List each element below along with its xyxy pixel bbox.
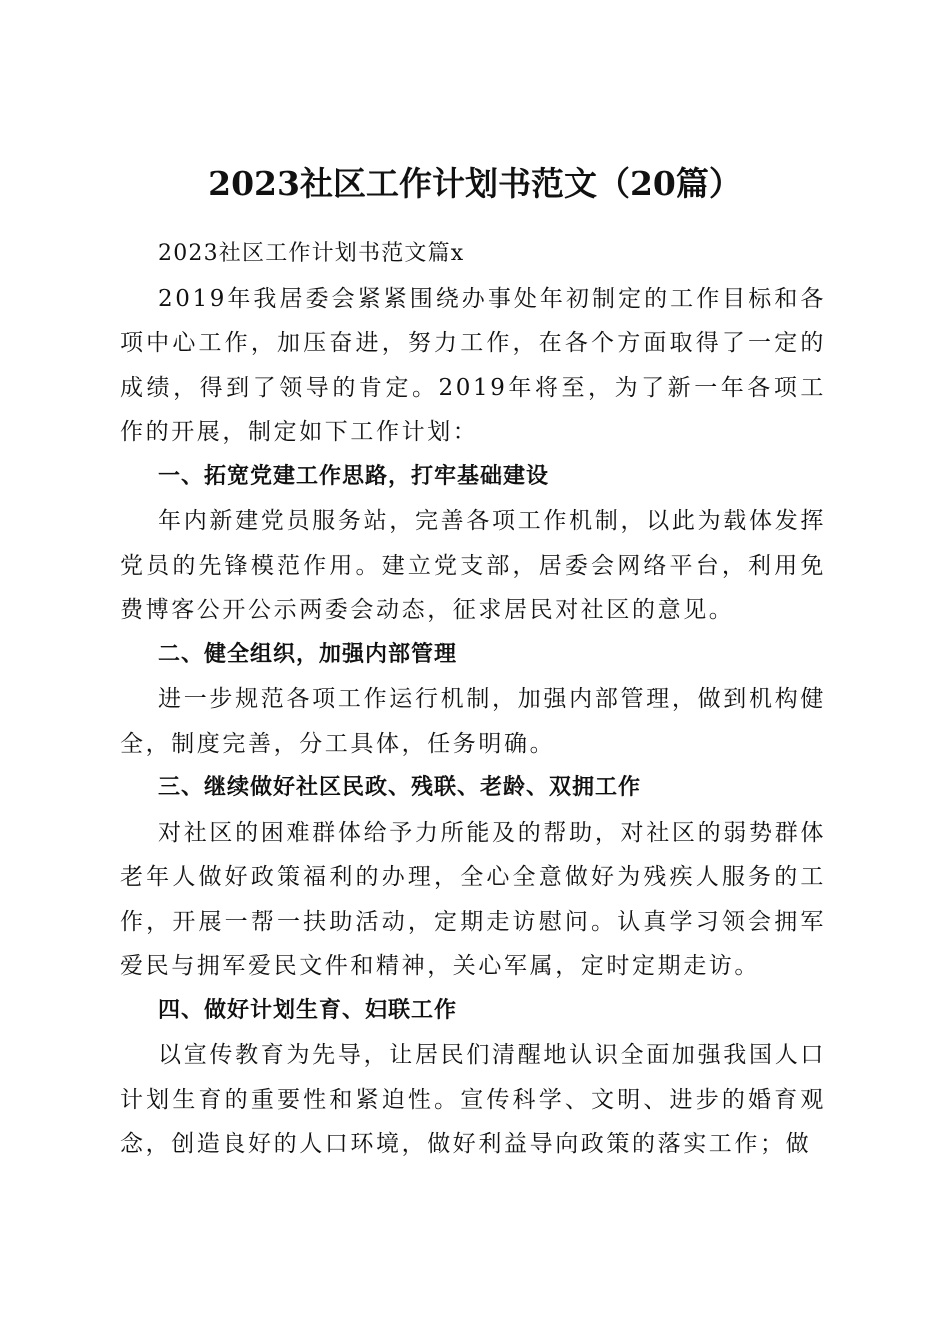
section-paragraph-1: 年内新建党员服务站，完善各项工作机制，以此为载体发挥党员的先锋模范作用。建立党支部，居委会网络平台，利用免费博客公开公示两委会动态，征求居民对社区的意见。	[120, 508, 826, 623]
section-paragraph-2: 进一步规范各项工作运行机制，加强内部管理，做到机构健全，制度完善，分工具体，任务明确。	[120, 686, 826, 757]
document-body	[120, 232, 826, 1167]
intro-paragraph: 2019年我居委会紧紧围绕办事处年初制定的工作目标和各项中心工作，加压奋进，努力工作，在各个方面取得了一定的成绩，得到了领导的肯定。2019年将至，为了新一年各项工作的开展，制定如下工作计划：	[120, 285, 826, 445]
section-paragraph-3: 对社区的困难群体给予力所能及的帮助，对社区的弱势群体老年人做好政策福利的办理，全心全意做好为残疾人服务的工作，开展一帮一扶助活动，定期走访慰问。认真学习领会拥军爱民与拥军爱民文件和精神，关心军属，定时定期走访。	[120, 819, 826, 979]
document-title: 2023社区工作计划书范文（20篇）	[208, 164, 742, 204]
section-heading-2: 二、健全组织，加强内部管理	[158, 641, 458, 667]
document-subtitle: 2023社区工作计划书范文篇x	[158, 241, 465, 266]
section-heading-1: 一、拓宽党建工作思路，打牢基础建设	[158, 463, 550, 489]
section-heading-4: 四、做好计划生育、妇联工作	[158, 997, 458, 1023]
section-heading-3: 三、继续做好社区民政、残联、老龄、双拥工作	[158, 775, 642, 800]
section-paragraph-4: 以宣传教育为先导，让居民们清醒地认识全面加强我国人口计划生育的重要性和紧迫性。宣传科学、文明、进步的婚育观念，创造良好的人口环境，做好利益导向政策的落实工作；做	[120, 1042, 826, 1157]
